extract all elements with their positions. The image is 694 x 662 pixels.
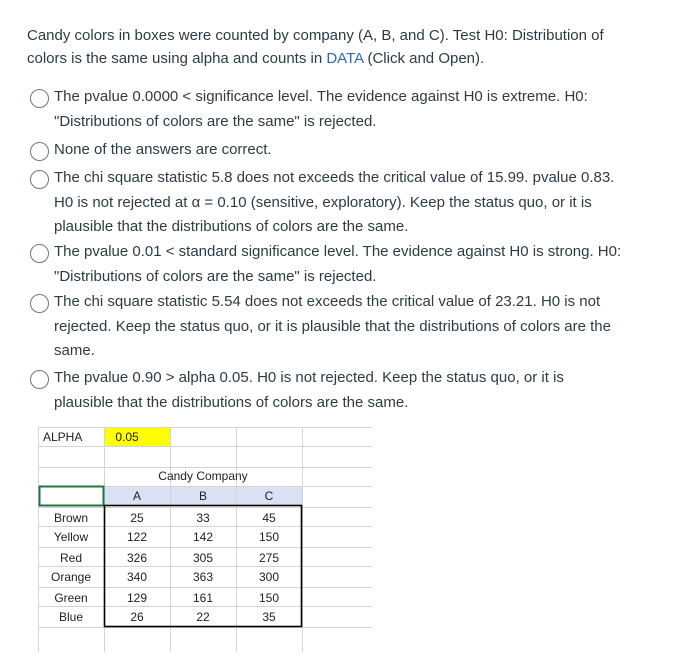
data-cell[interactable]: 33 <box>196 511 210 525</box>
radio-button[interactable] <box>30 370 49 389</box>
answer-option-5[interactable] <box>30 290 624 364</box>
data-cell[interactable]: 22 <box>196 610 210 624</box>
data-cell[interactable]: 45 <box>262 511 276 525</box>
data-cell[interactable]: 129 <box>126 591 148 605</box>
answer-option-2[interactable] <box>30 138 624 163</box>
data-cell[interactable]: 363 <box>192 570 214 584</box>
row-label-brown[interactable]: Brown <box>53 511 88 525</box>
column-header-a[interactable]: A <box>132 489 141 503</box>
row-label-orange[interactable]: Orange <box>50 570 92 584</box>
answer-option-text: The pvalue 0.0000 < significance level. The evidence against H0 is extreme. H0: "Distributions of colors are the same" is rejected. <box>54 88 588 130</box>
data-cell[interactable]: 275 <box>258 551 280 565</box>
data-cell[interactable]: 300 <box>258 570 280 584</box>
data-cell[interactable]: 150 <box>258 591 280 605</box>
data-cell[interactable]: 25 <box>130 511 144 525</box>
radio-button[interactable] <box>30 142 49 161</box>
answer-option-4[interactable] <box>30 240 624 289</box>
candy-company-header[interactable]: Candy Company <box>158 469 248 483</box>
data-cell[interactable]: 305 <box>192 551 214 565</box>
answer-option-text: The pvalue 0.01 < standard significance level. The evidence against H0 is strong. H0: "Distributions of colors are the same" is rejected. <box>54 243 622 285</box>
radio-button[interactable] <box>30 244 49 263</box>
answer-option-text: None of the answers are correct. <box>54 141 272 158</box>
data-cell[interactable]: 122 <box>126 530 148 544</box>
row-label-green[interactable]: Green <box>54 591 88 605</box>
alpha-value[interactable]: 0.05 <box>115 430 139 444</box>
radio-button[interactable] <box>30 170 49 189</box>
data-cell[interactable]: 142 <box>192 530 214 544</box>
row-label-red[interactable]: Red <box>59 551 82 565</box>
data-cell[interactable]: 35 <box>262 610 276 624</box>
radio-button[interactable] <box>30 294 49 313</box>
question-suffix: (Click and Open). <box>363 50 485 67</box>
data-link[interactable]: DATA <box>326 50 364 67</box>
column-header-c[interactable]: C <box>264 489 274 503</box>
row-label-blue[interactable]: Blue <box>58 610 84 624</box>
answer-option-1[interactable] <box>30 85 624 134</box>
row-label-yellow[interactable]: Yellow <box>53 530 89 544</box>
question-prefix: Candy colors in boxes were counted by company (A, B, and C). Test H0: Distribution of colors is the same using alpha and counts in <box>27 27 604 67</box>
column-header-b[interactable]: B <box>198 489 207 503</box>
data-cell[interactable]: 326 <box>126 551 148 565</box>
question-text <box>27 24 637 70</box>
data-cell[interactable]: 150 <box>258 530 280 544</box>
answer-option-3[interactable] <box>30 166 624 240</box>
data-spreadsheet <box>38 427 372 652</box>
answer-option-6[interactable] <box>30 366 624 415</box>
data-cell[interactable]: 26 <box>130 610 144 624</box>
answer-option-text: The pvalue 0.90 > alpha 0.05. H0 is not rejected. Keep the status quo, or it is plausible that the distributions of colors are the same. <box>54 369 564 411</box>
selected-cell <box>40 487 104 506</box>
data-cell[interactable]: 161 <box>192 591 214 605</box>
answer-option-text: The chi square statistic 5.54 does not exceeds the critical value of 23.21. H0 is not rejected. Keep the status quo, or it is plausible that the distributions of colors are the same. <box>54 293 611 359</box>
alpha-label[interactable]: ALPHA <box>43 430 83 444</box>
answer-option-text: The chi square statistic 5.8 does not exceeds the critical value of 15.99. pvalue 0.83. H0 is not rejected at α = 0.10 (sensitive, exploratory). Keep the status quo, or it is plausible that the distributions of colors are the same. <box>54 169 615 235</box>
radio-button[interactable] <box>30 89 49 108</box>
data-cell[interactable]: 340 <box>126 570 148 584</box>
